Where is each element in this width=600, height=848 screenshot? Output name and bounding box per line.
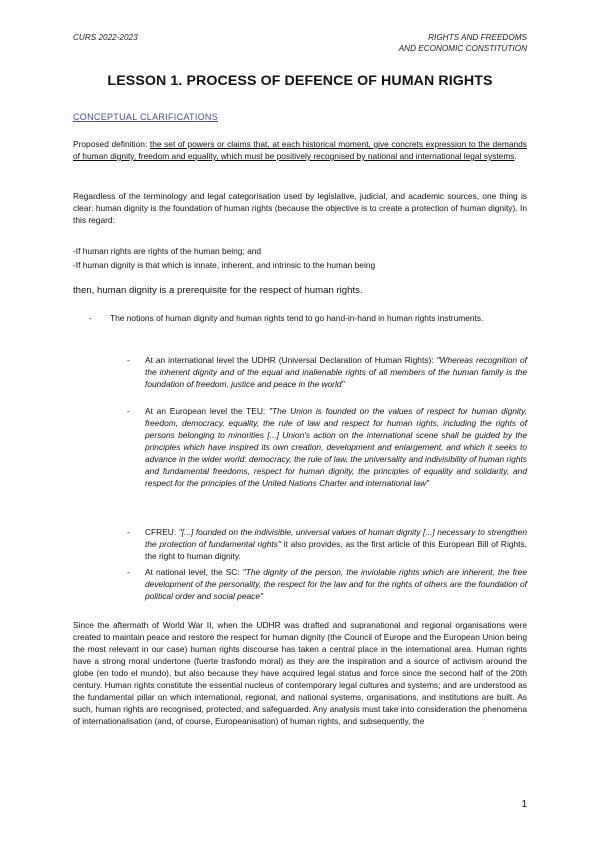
list-dash: - bbox=[89, 313, 92, 323]
sub-list-plain: At national level, the SC: bbox=[145, 567, 243, 577]
sub-list-item-text bbox=[145, 526, 527, 562]
if-line-2: -If human dignity is that which is innate, inherent, and intrinsic to the human being bbox=[73, 260, 376, 270]
paragraph-since: Since the aftermath of World War II, when the UDHR was drafted and supranational and regional organisations were created to maintain peace and restore the respect for human dignity (the Council of Europe and the European Union being the most relevant in our case) human rights discourse has taken a central place in the international area. Human rights have a strong moral undertone (fuerte trasfondo moral) as they are the inspiration and a source of activism around the globe (en todo el mundo), but also because they have acquired legal status and force since the second half of the 20th century. Human rights constitute the essential nucleus of contemporary legal cultures and systems; and are understood as the fundamental pillar on which international, regional, and national systems, organisations, and institutions are built. As such, human rights are recognised, protected, and safeguarded. Any analysis must take into consideration the phenomena of internationalisation (and, of course, Europeanisation) of human rights, and subsequently, the bbox=[73, 620, 527, 726]
sub-list-item-text bbox=[145, 566, 527, 602]
sub-list-item-text bbox=[145, 405, 527, 489]
sub-list-dash: - bbox=[127, 406, 130, 416]
sub-list-item-sc bbox=[73, 566, 527, 602]
sub-list-tail: it also provides, as the first article of this European Bill of Rights, the right to human dignity. bbox=[145, 539, 527, 561]
definition-lead: Proposed definition: bbox=[73, 139, 150, 149]
page-title: LESSON 1. PROCESS OF DEFENCE OF HUMAN RIGHTS bbox=[107, 73, 493, 89]
sub-list-dash: - bbox=[127, 567, 130, 577]
sub-list-item-text bbox=[145, 354, 527, 390]
page-number: 1 bbox=[521, 799, 527, 810]
sub-list-quote: "The Union is founded on the values of respect for human dignity, freedom, democracy, equality, the rule of law and respect for human rights, including the rights of persons belonging to minorities [...] Union's action on the international scene shall be guided by the principles which have inspired its own creation, development and enlargement, and which it seeks to advance in the wider world: democracy, the rule of law, the universality and indivisibility of human rights and fundamental freedoms, respect for human dignity, the principles of equality and solidarity, and respect for the principles of the United Nations Charter and international law" bbox=[145, 406, 527, 488]
sub-list-plain: CFREU: bbox=[145, 527, 179, 537]
sub-list-plain: At an European level the TEU: bbox=[145, 406, 269, 416]
sub-list-quote: "Whereas recognition of the inherent dignity and of the equal and inalienable rights of all members of the human family is the foundation of freedom, justice and peace in the world" bbox=[145, 355, 527, 389]
header-course-year: CURS 2022-2023 bbox=[73, 33, 138, 42]
sub-list-dash: - bbox=[127, 527, 130, 537]
sub-list-plain: At an international level the UDHR (Universal Declaration of Human Rights): bbox=[145, 355, 437, 365]
list-item bbox=[73, 312, 527, 324]
then-line: then, human dignity is a prerequisite for the respect of human rights. bbox=[73, 285, 363, 296]
section-heading: CONCEPTUAL CLARIFICATIONS bbox=[73, 112, 219, 122]
header-subject-line2: AND ECONOMIC CONSTITUTION bbox=[398, 44, 527, 53]
sub-list-quote: "The dignity of the person, the inviolable rights which are inherent, the free development of the personality, the respect for the law and for the rights of others are the foundation of political order and social peace" bbox=[145, 567, 527, 601]
sub-list-item-teu bbox=[73, 405, 527, 489]
list-item-text: The notions of human dignity and human rights tend to go hand-in-hand in human rights instruments. bbox=[110, 313, 484, 323]
if-line-1: -If human rights are rights of the human being; and bbox=[73, 246, 262, 256]
sub-list-dash: - bbox=[127, 355, 130, 365]
header-subject-line1: RIGHTS AND FREEDOMS bbox=[428, 33, 527, 42]
sub-list-quote: "[...] founded on the indivisible, universal values of human dignity [...] necessary to strengthen the protection of fundamental rights" bbox=[145, 527, 528, 549]
definition-paragraph bbox=[73, 138, 527, 162]
sub-list-item-cfreu bbox=[73, 526, 527, 562]
paragraph-regardless: Regardless of the terminology and legal categorisation used by legislative, judicial, and academic sources, one thing is clear: human dignity is the foundation of human rights (because the objective is to create a protection of human dignity). In this regard: bbox=[73, 191, 527, 225]
sub-list-item-udhr bbox=[73, 354, 527, 390]
definition-end: . bbox=[514, 151, 517, 161]
header-subject bbox=[399, 32, 527, 54]
definition-text: the set of powers or claims that, at each historical moment, give concrets expression to the demands of human dignity, freedom and equality, which must be positively recognised by national and international legal systems bbox=[73, 139, 527, 161]
